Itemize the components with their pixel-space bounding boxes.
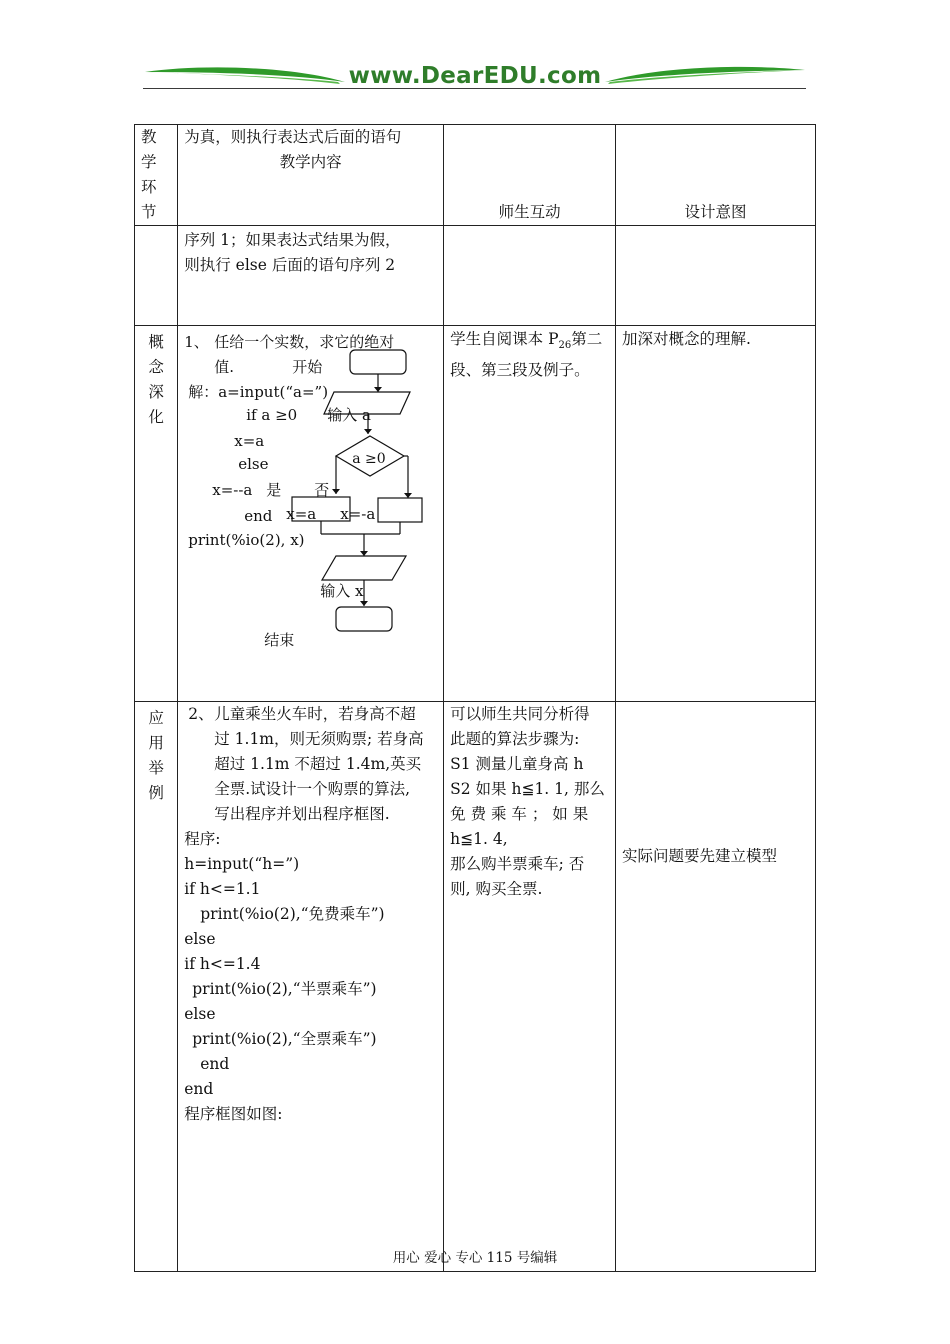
stage-char: 念: [148, 358, 164, 376]
code-line: if h<=1.4: [184, 955, 261, 973]
stage-char: 深: [148, 383, 164, 401]
code-line: else: [184, 930, 216, 948]
task-line: 过 1.1m，则无须购票; 若身高: [214, 730, 424, 748]
code-line: x=a: [234, 432, 265, 450]
flow-yes-label: 是: [266, 481, 282, 499]
flowchart-area: [184, 330, 443, 690]
stage-char: 概: [148, 333, 164, 351]
interaction-line: 则, 购买全票.: [450, 880, 543, 898]
task-line: 超过 1.1m 不超过 1.4m,英买: [214, 755, 422, 773]
task-line: 任给一个实数，求它的绝对: [214, 333, 395, 351]
stage-cell-application: [135, 702, 178, 1272]
stage-cell-concept: [135, 326, 178, 702]
flow-output-parallelogram: [322, 556, 406, 580]
stage-header-cell: [135, 125, 178, 226]
flow-no-label: 否: [314, 481, 330, 499]
code-line: print(%io(2), x): [188, 531, 305, 549]
intent-cell: [616, 326, 816, 702]
flow-input-label: 输入 a: [327, 406, 371, 424]
flow-decision-label: a ≥0: [352, 451, 386, 467]
interaction-line: 免 费 乘 车 ； 如 果: [450, 805, 589, 823]
stage-char: 例: [148, 784, 164, 802]
code-line: x=--a: [212, 481, 253, 499]
code-line: h=input(“h=”): [184, 855, 300, 873]
content-line: 序列 1；如果表达式结果为假，: [184, 231, 401, 249]
task-line: 全票.试设计一个购票的算法,: [214, 780, 411, 798]
flow-end-label: 结束: [264, 631, 295, 649]
interaction-header: 师生互动: [498, 203, 561, 221]
header-rule: [143, 88, 806, 89]
interaction-line: 此题的算法步骤为:: [450, 730, 580, 748]
flow-process-no: [378, 498, 422, 522]
interaction-cell: [444, 226, 616, 326]
code-line: print(%io(2),“半票乘车”): [192, 980, 377, 998]
task-number: 2、: [188, 705, 214, 723]
stage-char: 用: [148, 734, 164, 752]
stage-header: 教学环节: [141, 128, 157, 221]
code-line: if a ≥0: [246, 406, 298, 424]
flow-start-label: 开始: [292, 358, 323, 376]
code-line: print(%io(2),“免费乘车”): [200, 905, 385, 923]
intent-cell: [616, 226, 816, 326]
lesson-table: [134, 124, 816, 1272]
code-line: else: [184, 1005, 216, 1023]
flow-assign-yes-label: x=a: [286, 505, 317, 523]
content-cell-flowchart: [178, 326, 444, 702]
stage-char: 化: [148, 408, 164, 426]
table-row: [135, 125, 816, 226]
task-line: 儿童乘坐火车时，若身高不超: [214, 705, 416, 723]
task-number: 1、: [184, 333, 209, 351]
intent-header: 设计意图: [684, 203, 747, 221]
content-header-cell: [178, 125, 444, 226]
site-logo-text[interactable]: www.DearEDU.com: [348, 63, 602, 89]
content-header: 教学内容: [279, 153, 342, 171]
stage-cell: [135, 226, 178, 326]
interaction-text: 学生自阅课本 $P_{26}$第二段、第三段及例子。: [450, 330, 603, 380]
table-row: [135, 226, 816, 326]
interaction-line: 可以师生共同分析得: [450, 705, 590, 723]
interaction-line: 那么购半票乘车; 否: [450, 855, 585, 873]
content-cell-program: [178, 702, 444, 1272]
code-line: 解：a=input(“a=”): [188, 383, 329, 401]
interaction-cell: [444, 326, 616, 702]
code-line: end: [184, 1080, 214, 1098]
code-line: 程序框图如图:: [184, 1105, 283, 1123]
table-row: [135, 326, 816, 702]
code-line: end: [244, 507, 273, 525]
intent-text: 加深对概念的理解.: [622, 330, 751, 348]
flow-end-terminal: [336, 607, 392, 631]
flow-output-label: 输入 x: [320, 582, 364, 600]
task-line: 值.: [214, 358, 235, 376]
table-row: [135, 702, 816, 1272]
code-line: else: [238, 455, 269, 473]
code-line: if h<=1.1: [184, 880, 261, 898]
stage-char: 应: [148, 709, 164, 727]
stage-char: 举: [148, 759, 164, 777]
content-line: 则执行 else 后面的语句序列 2: [184, 256, 396, 274]
flow-assign-no-label: x=-a: [340, 505, 376, 523]
content-cell: [178, 226, 444, 326]
interaction-header-cell: [444, 125, 616, 226]
intent-header-cell: [616, 125, 816, 226]
interaction-line: S2 如果 h≦1. 1, 那么: [450, 780, 605, 798]
code-line: 程序:: [184, 830, 221, 848]
page-footer: 用心 爱心 专心 115 号编辑: [392, 1250, 558, 1266]
task-block: [184, 702, 437, 827]
task-line: 写出程序并划出程序框图.: [214, 805, 390, 823]
content-continued-text: 为真，则执行表达式后面的语句: [184, 128, 402, 146]
interaction-cell: [444, 702, 616, 1272]
code-line: print(%io(2),“全票乘车”): [192, 1030, 377, 1048]
intent-cell: [616, 702, 816, 1272]
interaction-line: h≦1. 4,: [450, 830, 508, 848]
code-line: end: [200, 1055, 230, 1073]
intent-text: 实际问题要先建立模型: [622, 847, 778, 865]
interaction-line: S1 测量儿童身高 h: [450, 755, 584, 773]
